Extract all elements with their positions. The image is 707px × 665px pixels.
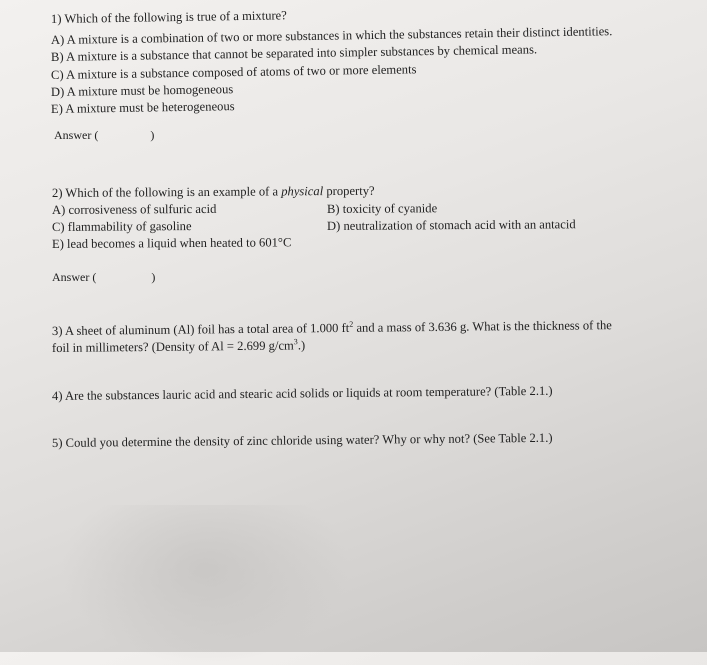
question-2-option-a: A) corrosiveness of sulfuric acid — [51, 201, 217, 217]
answer-close-paren: ) — [151, 270, 156, 284]
question-2-stem-post: property? — [323, 183, 375, 199]
question-3-line-1-text: 3) A sheet of aluminum (Al) foil has a total area of 1.000 ft — [51, 320, 350, 338]
question-1-stem: 1) Which of the following is true of a mixture? — [50, 8, 287, 26]
answer-close-paren: ) — [150, 128, 155, 142]
paper-shadow — [60, 505, 350, 665]
question-1-option-d: D) A mixture must be homogeneous — [50, 82, 234, 99]
superscript: 3 — [293, 337, 298, 347]
question-3-line-1-rest: and a mass of 3.636 g. What is the thickness of the — [353, 318, 612, 335]
question-2-option-e: E) lead becomes a liquid when heated to 601°C — [51, 235, 292, 251]
question-2-option-c: C) flammability of gasoline — [51, 219, 192, 234]
question-3-line-2 — [52, 338, 305, 356]
question-1-option-e: E) A mixture must be heterogeneous — [50, 99, 235, 116]
question-1-option-a: A) A mixture is a combination of two or more substances in which the substances retain their distinct identities. — [50, 24, 613, 47]
question-2-answer[interactable] — [52, 270, 155, 285]
question-4: 4) Are the substances lauric acid and stearic acid solids or liquids at room temperature? (Table 2.1.) — [51, 383, 553, 403]
question-2-stem-emphasis: physical — [281, 184, 324, 199]
superscript: 2 — [349, 319, 354, 329]
question-3-line-2-rest: .) — [297, 338, 306, 353]
question-3-line-1 — [52, 318, 612, 339]
question-5: 5) Could you determine the density of zinc chloride using water? Why or why not? (See Table 2.1.) — [51, 430, 553, 450]
question-2-stem — [52, 184, 375, 201]
question-1-answer[interactable] — [54, 128, 154, 143]
question-1-option-c: C) A mixture is a substance composed of atoms of two or more elements — [50, 62, 417, 82]
question-3-line-2-text: foil in millimeters? (Density of Al = 2.699 g/cm — [51, 338, 294, 355]
question-2-stem-pre: 2) Which of the following is an example of a — [51, 184, 282, 200]
question-2-option-b: B) toxicity of cyanide — [326, 201, 438, 216]
question-1-option-b: B) A mixture is a substance that cannot be separated into simpler substances by chemical means. — [50, 42, 538, 64]
answer-label: Answer ( — [54, 128, 99, 142]
answer-label: Answer ( — [52, 270, 97, 284]
question-2-option-d: D) neutralization of stomach acid with an antacid — [326, 217, 576, 233]
